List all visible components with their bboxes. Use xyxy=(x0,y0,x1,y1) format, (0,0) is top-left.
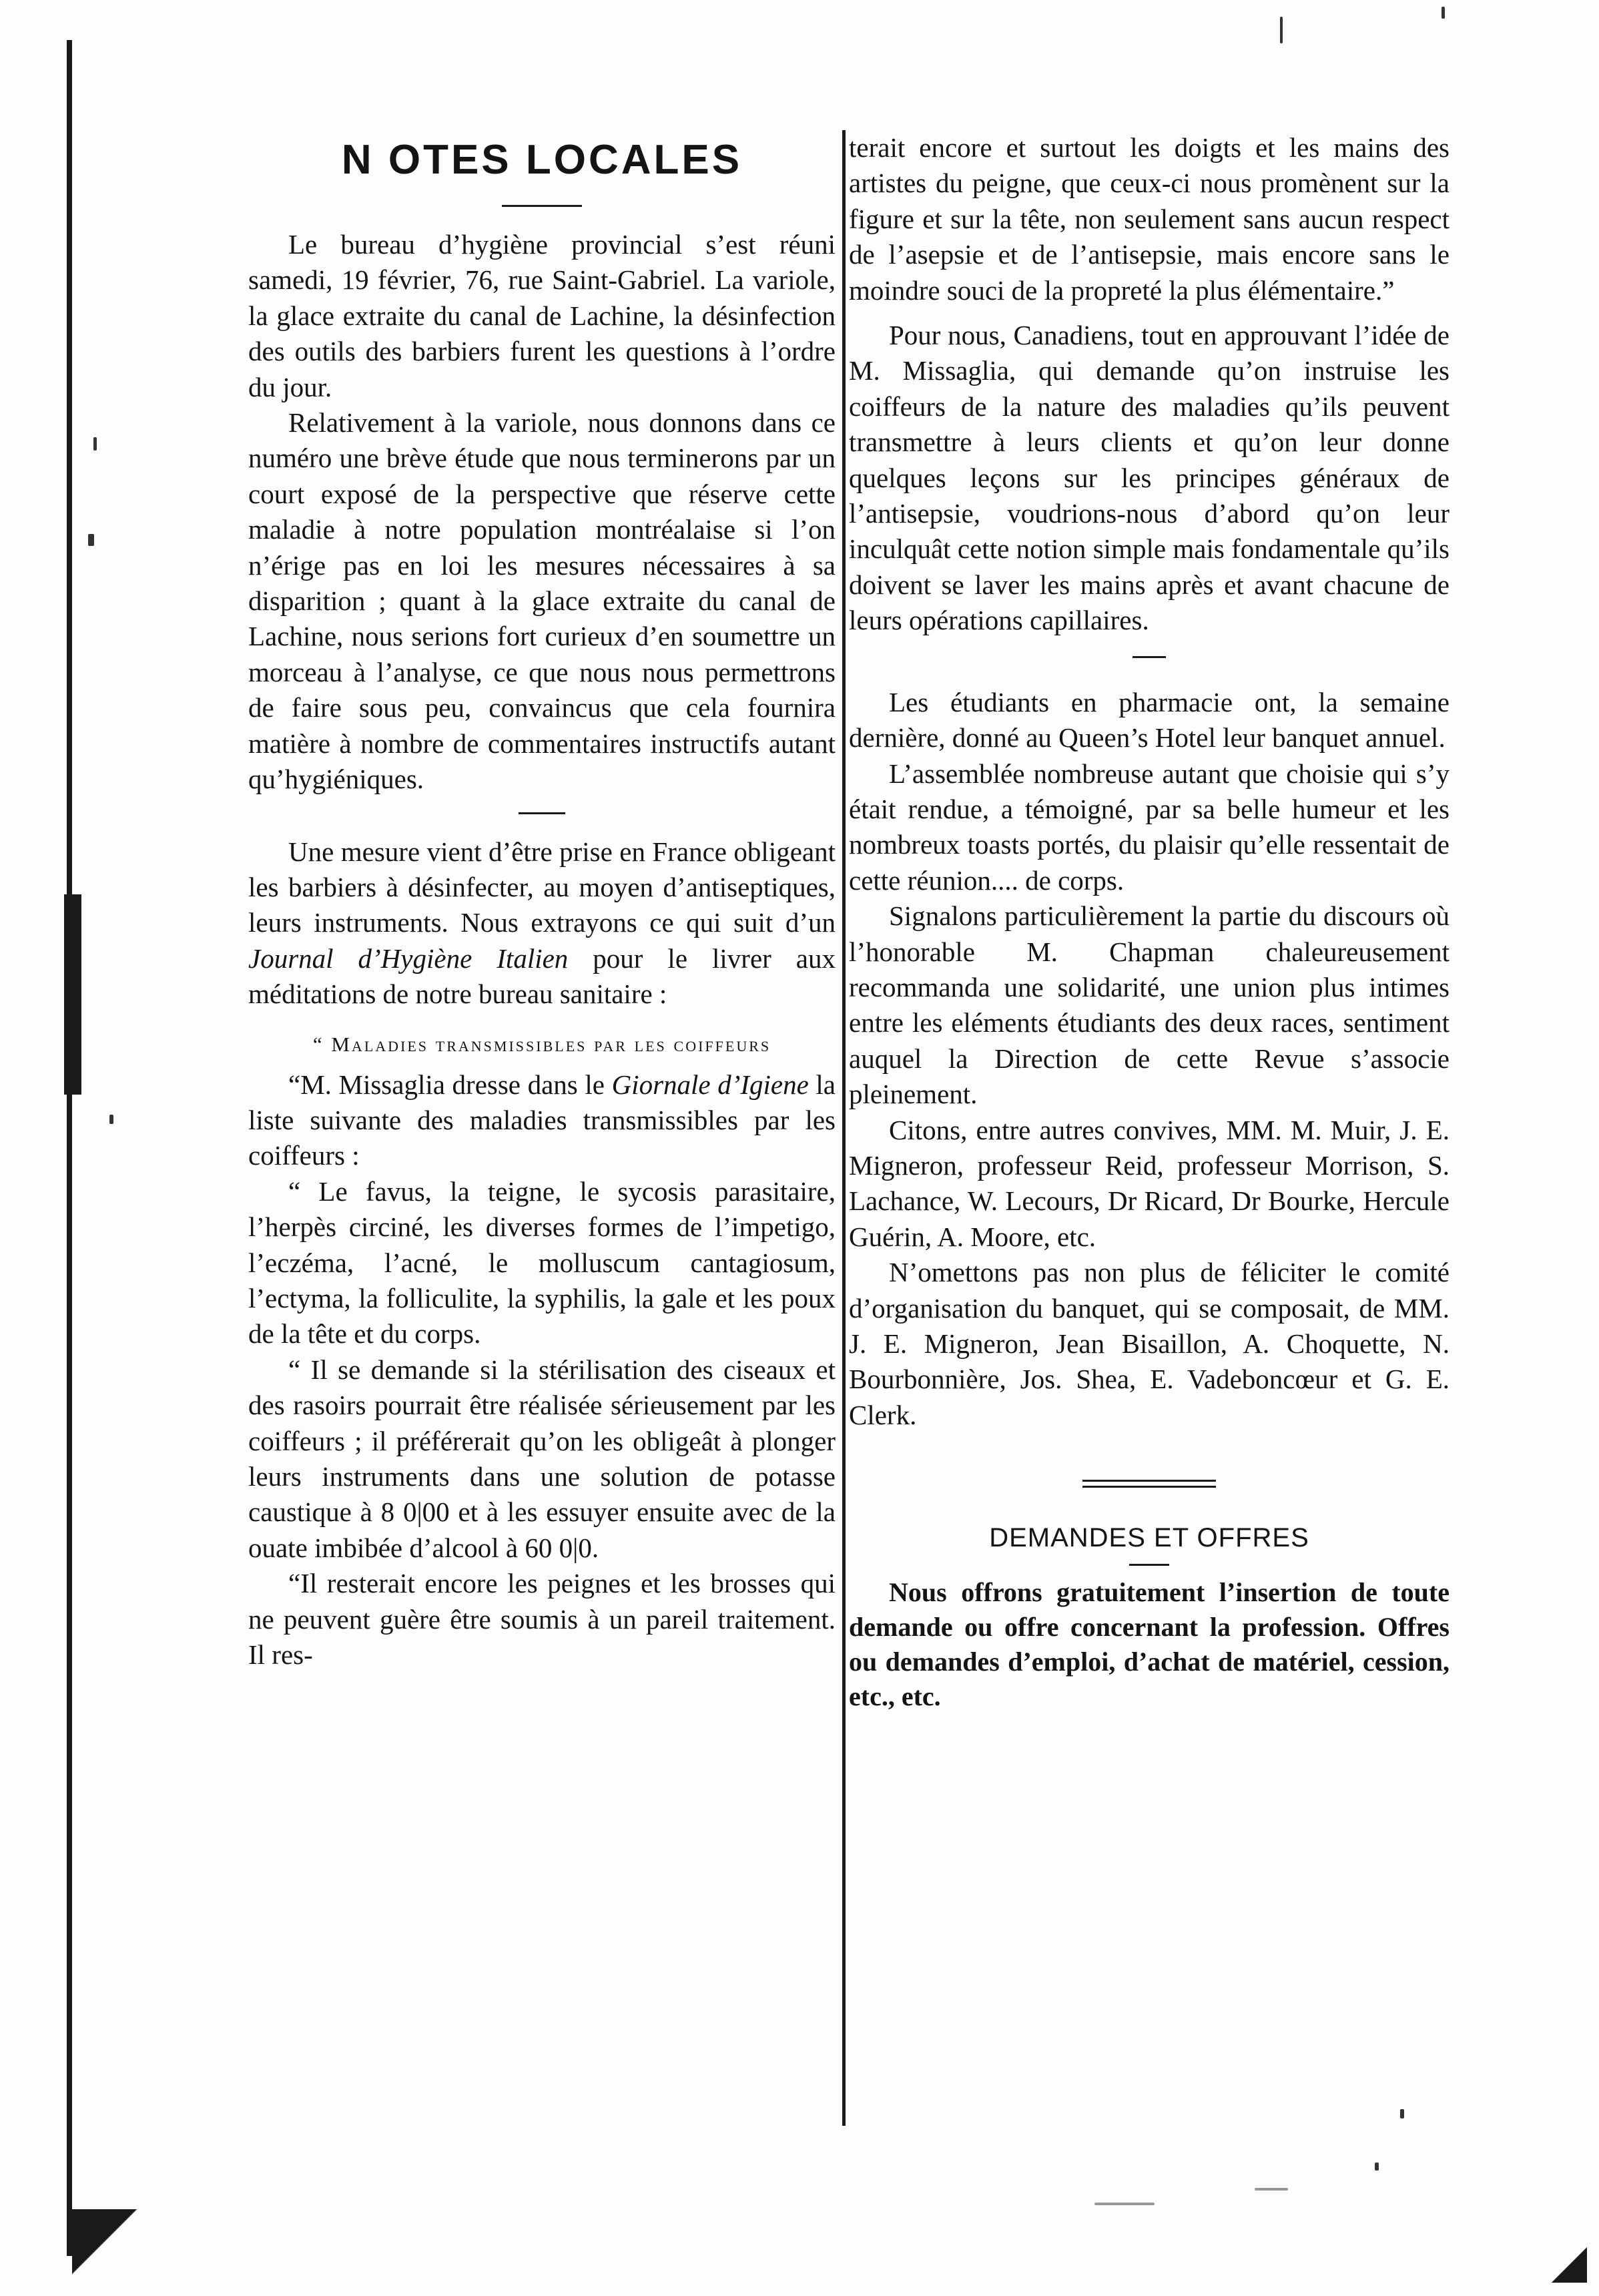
paragraph-text: “M. Missaglia dresse dans le xyxy=(288,1069,612,1100)
scan-speck xyxy=(1094,2203,1155,2205)
scan-corner-blot xyxy=(1547,2223,1587,2283)
scan-speck xyxy=(1442,7,1445,19)
double-rule-divider xyxy=(1082,1480,1216,1488)
scan-left-edge xyxy=(67,40,72,2256)
paragraph: Pour nous, Canadiens, tout en approuvant l’idée de M. Missaglia, qui demande qu’on instruise les coiffeurs de la nature des maladies qu’ils peuvent transmettre à leurs clients et qu’on leur donne quelques leçons sur les principes généraux de l’antisepsie, voudrions-nous d’abord qu’on leur inculquât cette notion simple mais fondamentale qu’ils doivent se laver les mains après et avant chacune de leurs opérations capillaires. xyxy=(849,320,1450,636)
paragraph-text: Une mesure vient d’être prise en France obligeant les barbiers à désinfecter, au moyen d’antiseptiques, leurs instruments. Nous extrayons ce qui suit d’un xyxy=(248,836,836,938)
paragraph: Relativement à la variole, nous donnons dans ce numéro une brève étude que nous terminerons par un court exposé de la perspective que réserve cette maladie à notre population montréalaise si l’on n’érige pas en loi les mesures nécessaires à sa disparition ; quant à la glace extraite du canal de Lachine, nous serions fort curieux d’en soumettre un morceau à l’analyse, ce que nous nous permettrons de faire sous peu, convaincus que cela fournira matière à nombre de commentaires instructifs autant qu’hygiéniques. xyxy=(248,407,836,795)
scan-speck xyxy=(1280,17,1283,43)
paragraph: “Il resterait encore les peignes et les brosses qui ne peuvent guère être soumis à un pareil traitement. Il res- xyxy=(248,1568,836,1671)
scan-blot xyxy=(64,894,81,1095)
scan-speck xyxy=(1375,2163,1379,2171)
paragraph: terait encore et surtout les doigts et les mains des artistes du peigne, que ceux-ci nous promènent sur la figure et sur la tête, non seulement sans aucun respect de l’asepsie et de l’antisepsie, mais encore sans le moindre souci de la propreté la plus élémentaire.” xyxy=(849,132,1450,306)
title-dash xyxy=(502,205,582,207)
section-dash xyxy=(1133,656,1166,658)
scan-speck xyxy=(88,534,94,546)
scan-corner-blot xyxy=(72,2209,152,2289)
section-title: N OTES LOCALES xyxy=(341,137,743,183)
right-column xyxy=(849,130,1450,1714)
scan-speck xyxy=(1400,2109,1404,2118)
article-subheading: “ Maladies transmissibles par les coiffeurs xyxy=(312,1032,771,1056)
section-dash xyxy=(519,812,565,814)
journal-title: Giornale d’Igiene xyxy=(611,1069,809,1100)
paragraph: Nous offrons gratuitement l’insertion de toute demande ou offre concernant la profession. Offres ou demandes d’emploi, d’achat de matériel, cession, etc., etc. xyxy=(849,1577,1450,1712)
paragraph: Les étudiants en pharmacie ont, la semaine dernière, donné au Queen’s Hotel leur banquet annuel. xyxy=(849,686,1450,754)
column-rule xyxy=(842,130,846,2126)
paragraph: N’omettons pas non plus de féliciter le comité d’organisation du banquet, qui se composait, de MM. J. E. Migneron, Jean Bisaillon, A. Choquette, N. Bourbonnière, Jos. Shea, E. Vadeboncœur et G. E. Clerk. xyxy=(849,1257,1450,1430)
paragraph: “ Il se demande si la stérilisation des ciseaux et des rasoirs pourrait être réalisée sérieusement par les coiffeurs ; il préférerait qu’on les obligeât à plonger leurs instruments dans une solution de potasse caustique à 8 0|00 et à les essuyer ensuite avec de la ouate imbibée d’alcool à 60 0|0. xyxy=(248,1354,836,1563)
title-dash xyxy=(1129,1564,1169,1566)
scan-speck xyxy=(1255,2188,1288,2191)
scan-speck xyxy=(109,1115,113,1124)
journal-title: Journal d’Hygiène Italien xyxy=(248,942,569,974)
paragraph xyxy=(248,1067,836,1174)
paragraph xyxy=(248,834,836,1013)
left-column xyxy=(248,130,836,1673)
paragraph: L’assemblée nombreuse autant que choisie qui s’y était rendue, a témoigné, par sa belle humeur et les nombreux toasts portés, du plaisir qu’elle ressentait de cette réunion.... de corps. xyxy=(849,758,1450,896)
scan-speck xyxy=(93,437,97,451)
paragraph: “ Le favus, la teigne, le sycosis parasitaire, l’herpès circiné, les diverses formes de l’impetigo, l’eczéma, l’acné, le molluscum cantagiosum, l’ectyma, la folliculite, la syphilis, la gale et les poux de la tête et du corps. xyxy=(248,1175,836,1350)
paragraph-text: pour le livrer aux méditations de notre bureau sanitaire : xyxy=(248,942,836,1010)
paragraph: Citons, entre autres convives, MM. M. Muir, J. E. Migneron, professeur Reid, professeur Morrison, S. Lachance, W. Lecours, Dr Ricard, Dr Bourke, Hercule Guérin, A. Moore, etc. xyxy=(849,1114,1450,1252)
section-title: DEMANDES ET OFFRES xyxy=(989,1523,1309,1553)
paragraph: Signalons particulièrement la partie du discours où l’honorable M. Chapman chaleureusement recommanda une solidarité, une union plus intimes entre les eléments étudiants des deux races, sentiment auquel la Direction de cette Revue s’associe pleinement. xyxy=(849,900,1450,1110)
paragraph-text: la liste suivante des maladies transmissibles par les coiffeurs : xyxy=(248,1069,836,1171)
paragraph: Le bureau d’hygiène provincial s’est réuni samedi, 19 février, 76, rue Saint-Gabriel. La variole, la glace extraite du canal de Lachine, la désinfection des outils des barbiers furent les questions à l’ordre du jour. xyxy=(248,229,836,402)
